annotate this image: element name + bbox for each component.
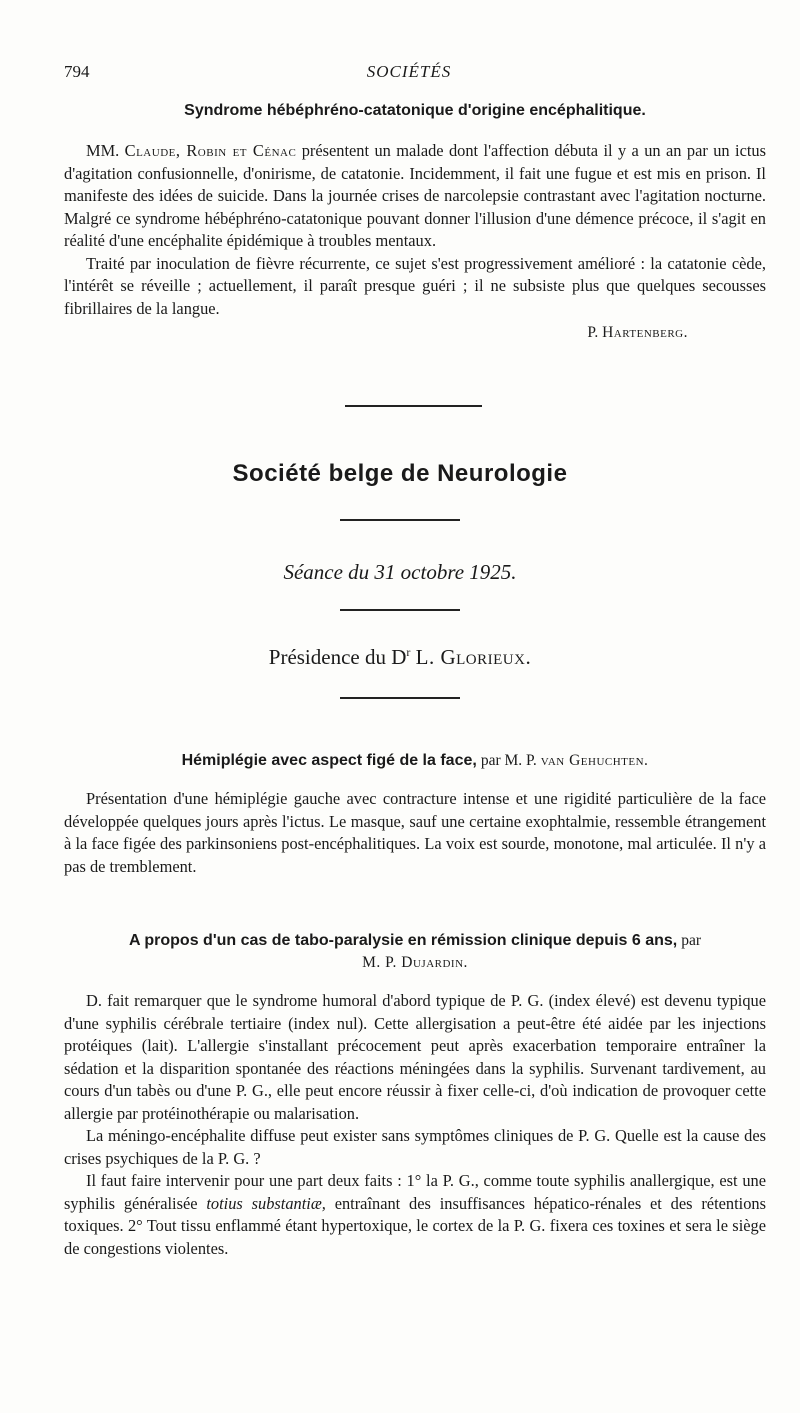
title-text: A propos d'un cas de tabo-paralysie en rémission clinique depuis 6 ans, (128, 932, 678, 949)
signature-initial: P. (587, 324, 599, 341)
paragraph-text: Il faut faire intervenir pour une part deux faits : 1° la P. G., comme toute syphilis anallergique, est une syphilis généralisée (64, 1171, 766, 1213)
paragraph-text: présentent un malade dont l'affection débuta il y a un an par un ictus d'agitation confusionnelle, d'onirisme, de catatonie. Incidemment, il fait une fugue et est mis en prison. Il manifeste des idées de suicide. Dans la journée crises de narcolepsie contrastant avec l'agitation nocturne. Malgré ce syndrome hébéphréno-catatonique pouvant donner l'illusion d'une démence précoce, il s'agit en réalité d'une encéphalite épidémique à troubles mentaux. (64, 141, 766, 250)
presidence-name: L. Glorieux. (415, 645, 532, 669)
paragraph: D. fait remarquer que le syndrome humoral d'abord typique de P. G. (index élevé) est devenu typique d'une syphilis cérébrale tertiaire (index nul). Cette allergisation a peut-être été aidée par les injections protéiques (lait). L'allergie s'installant précocement peut après exacerbation temporaire entraîner la sédation et la disparition spontanée des réactions méningées dans la syphilis. Survenant tardivement, au cours d'un tabès ou d'une P. G., elle peut encore réussir à fixer celle-ci, d'où indication de provoquer cette allergie par protéinothérapie ou malarisation. (64, 991, 766, 1123)
byline-prefix: par M. P. (480, 752, 537, 769)
section-body-hemiplegie (64, 788, 766, 878)
section-title-syndrome: Syndrome hébéphréno-catatonique d'origine encéphalitique. (184, 102, 646, 119)
section-body-syndrome (64, 140, 766, 342)
divider (340, 697, 460, 699)
section-body-tabo-paralysie (64, 990, 766, 1260)
presidence-prefix: Présidence du D (268, 645, 407, 669)
lead-text: MM. (86, 141, 120, 160)
paragraph-text: entraînant des insuffisances hépatico-rénales et des rétentions toxiques. 2° Tout tissu enflammé étant hypertoxique, le cortex de la P. G. fixera ces toxines et sera le siège de congestions violentes. (64, 1193, 766, 1258)
seance-date: Séance du 31 octobre 1925. (283, 560, 517, 584)
section-title-hemiplegie (64, 752, 766, 770)
latin-phrase: totius substantiæ, (206, 1193, 326, 1213)
paragraph: Présentation d'une hémiplégie gauche avec contracture intense et une rigidité particulière de la face développée quelques jours après l'ictus. Le masque, sauf une certaine exophtalmie, ressemble étrangement à la face figée des parkinsoniens post-encéphalitiques. La voix est sourde, monotone, mal articulée. Il n'y a pas de tremblement. (64, 789, 766, 876)
authors: Claude, Robin et Cénac (124, 141, 297, 160)
page-number: 794 (64, 62, 90, 81)
page-header (64, 62, 754, 86)
byline-prefix: par (681, 932, 702, 949)
signature-name: Hartenberg. (602, 324, 688, 341)
paragraph: Traité par inoculation de fièvre récurrente, ce sujet s'est progressivement amélioré : la catatonie cède, l'intérêt se réveille ; actuellement, il paraît presque guéri ; il ne subsiste plus que quelques secousses fibrillaires de la langue. (64, 253, 766, 318)
society-heading: Société belge de Neurologie (232, 460, 568, 487)
section-title-tabo-paralysie (64, 930, 766, 974)
byline-name: van Gehuchten. (540, 752, 649, 769)
presidence-sup: r (406, 645, 411, 659)
byline-name: M. P. Dujardin. (362, 954, 468, 971)
divider (345, 405, 482, 407)
signature (64, 324, 766, 342)
running-head: SOCIÉTÉS (366, 62, 452, 81)
title-text: Hémiplégie avec aspect figé de la face, (181, 752, 477, 769)
divider (340, 519, 460, 521)
paragraph (64, 1170, 766, 1260)
divider (340, 609, 460, 611)
paragraph (64, 140, 766, 253)
paragraph: La méningo-encéphalite diffuse peut exister sans symptômes cliniques de P. G. Quelle est la cause des crises psychiques de la P. G. ? (64, 1126, 766, 1168)
presidence (0, 645, 800, 670)
